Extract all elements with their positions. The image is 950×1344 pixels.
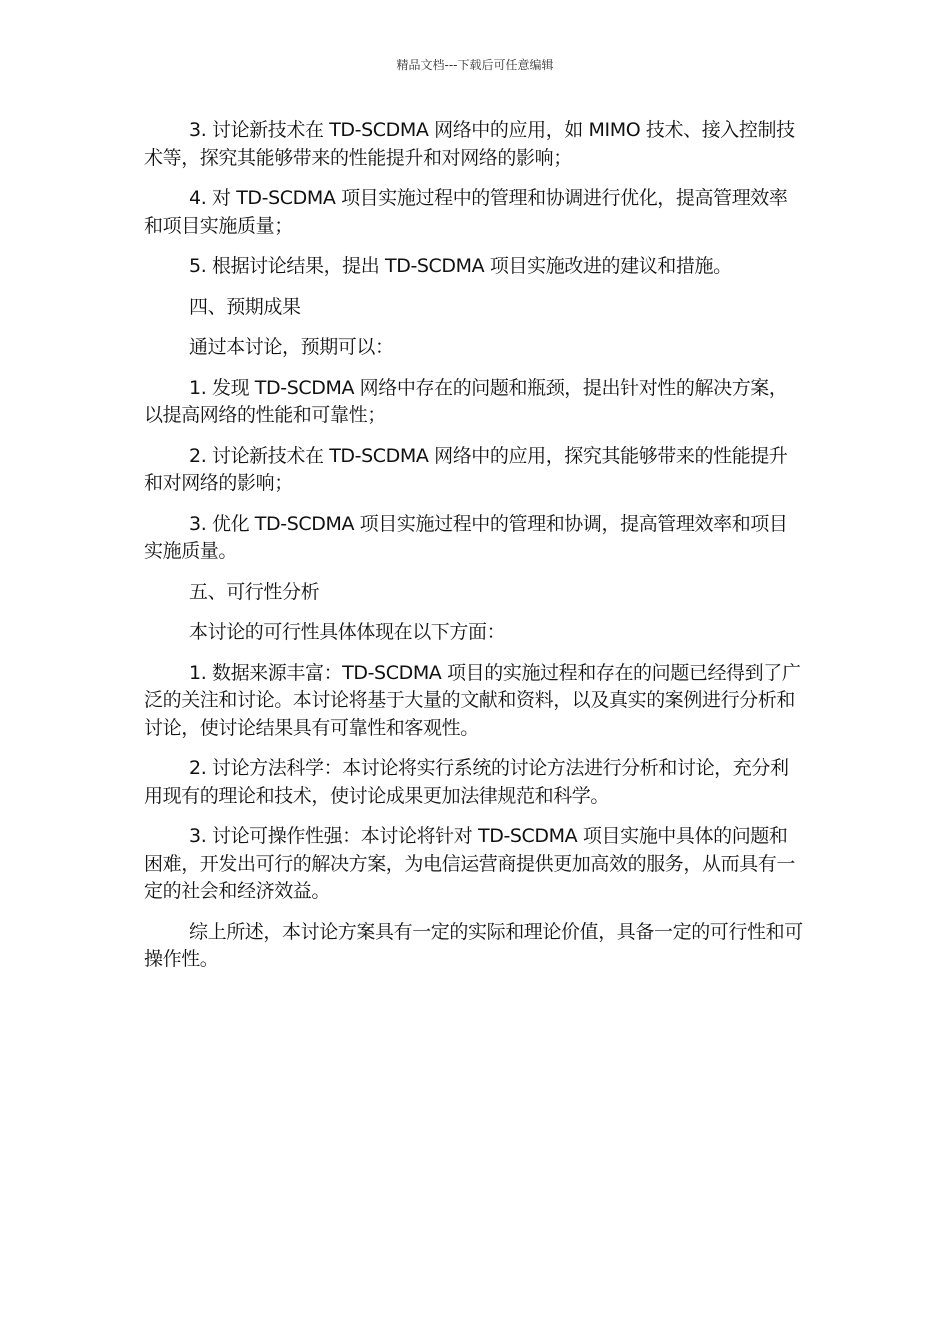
paragraph-feasibility-3: 3. 讨论可操作性强：本讨论将针对 TD-SCDMA 项目实施中具体的问题和困难，开发出可行的解决方案，为电信运营商提供更加高效的服务，从而具有一定的社会和经济效益。 xyxy=(144,825,796,902)
paragraph-expected-3: 3. 优化 TD-SCDMA 项目实施过程中的管理和协调，提高管理效率和项目实施质量。 xyxy=(144,512,788,562)
paragraph-expected-1: 1. 发现 TD-SCDMA 网络中存在的问题和瓶颈，提出针对性的解决方案，以提高网络的性能和可靠性； xyxy=(144,376,788,426)
paragraph-feasibility-2: 2. 讨论方法科学：本讨论将实行系统的讨论方法进行分析和讨论，充分利用现有的理论和技术，使讨论成果更加法律规范和科学。 xyxy=(144,757,789,807)
paragraph-expected-2: 2. 讨论新技术在 TD-SCDMA 网络中的应用，探究其能够带来的性能提升和对网络的影响； xyxy=(144,444,788,494)
section-heading-feasibility: 五、可行性分析 xyxy=(189,580,320,603)
paragraph-feasibility-1: 1. 数据来源丰富：TD-SCDMA 项目的实施过程和存在的问题已经得到了广泛的关注和讨论。本讨论将基于大量的文献和资料，以及真实的案例进行分析和讨论，使讨论结果具有可靠性和客观性。 xyxy=(144,661,801,739)
paragraph-feasibility-intro: 本讨论的可行性具体体现在以下方面： xyxy=(189,621,506,643)
document-body xyxy=(144,117,804,987)
section-heading-expected-results: 四、预期成果 xyxy=(189,295,301,318)
paragraph-conclusion: 综上所述，本讨论方案具有一定的实际和理论价值，具备一定的可行性和可操作性。 xyxy=(144,920,803,970)
paragraph-objective-5: 5. 根据讨论结果，提出 TD-SCDMA 项目实施改进的建议和措施。 xyxy=(189,255,732,277)
page-header: 精品文档---下载后可任意编辑 xyxy=(396,58,554,72)
paragraph-objective-4: 4. 对 TD-SCDMA 项目实施过程中的管理和协调进行优化，提高管理效率和项目实施质量； xyxy=(144,187,788,237)
paragraph-objective-3: 3. 讨论新技术在 TD-SCDMA 网络中的应用，如 MIMO 技术、接入控制技术等，探究其能够带来的性能提升和对网络的影响； xyxy=(144,119,795,169)
paragraph-expected-intro: 通过本讨论，预期可以： xyxy=(189,336,394,358)
